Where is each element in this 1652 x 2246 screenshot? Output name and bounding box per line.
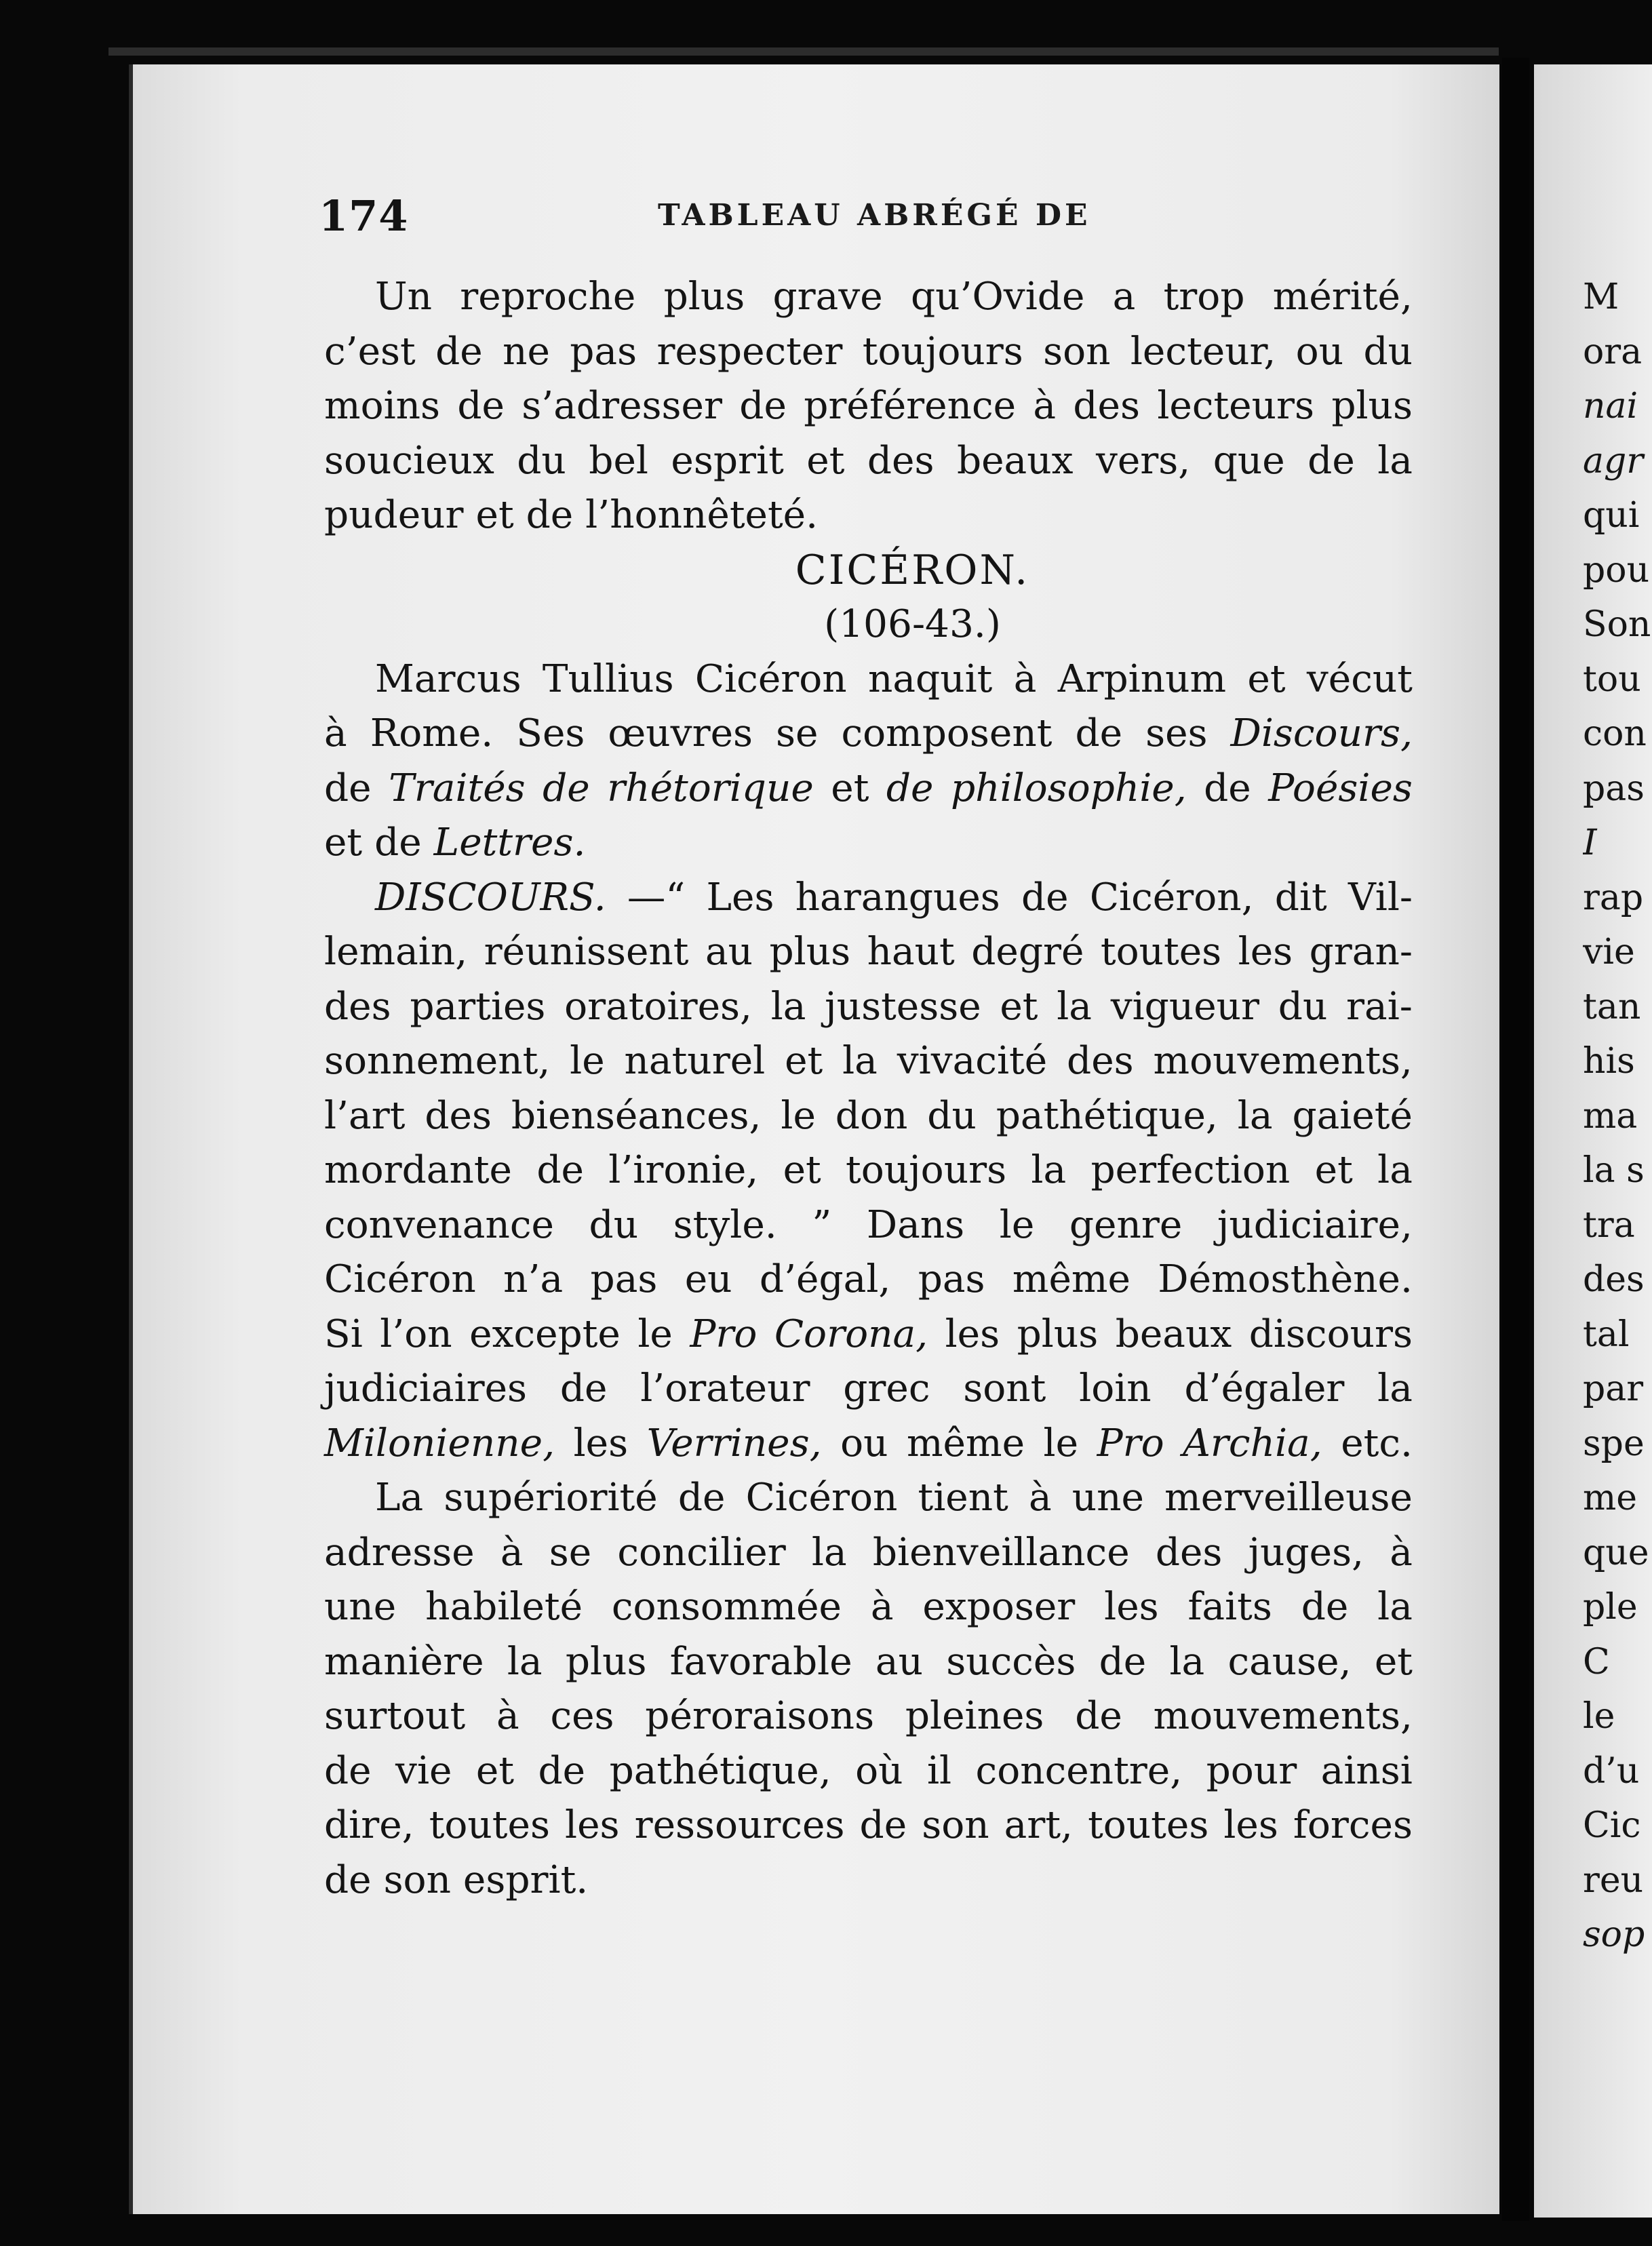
facing-page-fragment: agr bbox=[1583, 440, 1644, 481]
page-edge bbox=[109, 47, 1499, 56]
text-word: les bbox=[1238, 930, 1293, 974]
text-word: à bbox=[1028, 1476, 1052, 1520]
text-word: forces bbox=[1293, 1803, 1413, 1847]
text-word: moins bbox=[324, 384, 441, 428]
text-word: vécut bbox=[1306, 656, 1413, 701]
text-word: trop bbox=[1163, 275, 1245, 319]
text-line bbox=[324, 1853, 1413, 1908]
text-word: naquit bbox=[867, 656, 993, 701]
text-line bbox=[324, 488, 1413, 543]
text-word: respecter bbox=[656, 329, 843, 374]
text-word: lecteur, bbox=[1130, 329, 1276, 374]
text-word: à bbox=[1033, 384, 1057, 428]
facing-page-fragment: le bbox=[1583, 1696, 1615, 1737]
facing-page-fragment: Son bbox=[1583, 604, 1651, 645]
text-word: perfection bbox=[1090, 1148, 1291, 1192]
text-word: du bbox=[1363, 329, 1413, 374]
text-line bbox=[324, 1689, 1413, 1744]
text-word: surtout bbox=[324, 1694, 466, 1738]
text-word: s’adresser bbox=[522, 384, 722, 428]
text-word: de bbox=[1301, 1585, 1349, 1629]
text-word: le bbox=[999, 1202, 1035, 1247]
facing-page-fragment: tou bbox=[1583, 658, 1641, 700]
text-word: du bbox=[589, 1202, 639, 1247]
text-word: bienveillance bbox=[872, 1530, 1130, 1575]
text-line bbox=[324, 1417, 1413, 1472]
facing-page-fragment: pou bbox=[1583, 549, 1650, 591]
text-word: la bbox=[1377, 438, 1413, 483]
text-word: de bbox=[1307, 438, 1355, 483]
text-word: gaieté bbox=[1292, 1093, 1413, 1138]
text-word: favorable bbox=[669, 1639, 852, 1684]
text-word: philosophie, bbox=[950, 766, 1187, 810]
text-word: Pro bbox=[690, 1312, 758, 1356]
text-word: rai- bbox=[1346, 984, 1413, 1029]
text-line bbox=[324, 434, 1413, 489]
text-word: Cicéron bbox=[694, 656, 847, 701]
text-word: se bbox=[549, 1530, 592, 1575]
text-word: judiciaire, bbox=[1217, 1202, 1413, 1247]
text-word: faits bbox=[1187, 1585, 1272, 1629]
text-word: cause, bbox=[1227, 1639, 1352, 1684]
facing-page-fragment: pas bbox=[1583, 768, 1645, 809]
text-word: Arpinum bbox=[1057, 656, 1227, 701]
text-word: Pro bbox=[1097, 1421, 1164, 1465]
text-word: de bbox=[538, 1748, 586, 1793]
text-word: manière bbox=[324, 1639, 484, 1684]
text-word: la bbox=[1377, 1148, 1413, 1192]
text-line bbox=[324, 1034, 1413, 1089]
facing-page-fragment: vie bbox=[1583, 932, 1635, 972]
text-word: la bbox=[507, 1639, 543, 1684]
text-word: Si bbox=[324, 1312, 363, 1356]
text-word: et bbox=[785, 1039, 823, 1083]
text-word: des bbox=[425, 1093, 492, 1138]
text-word: où bbox=[855, 1748, 903, 1793]
text-word: de bbox=[739, 384, 787, 428]
text-word: les bbox=[945, 1312, 1000, 1356]
text-word: juges, bbox=[1248, 1530, 1364, 1575]
text-word: et bbox=[1247, 656, 1286, 701]
facing-page-fragment: spe bbox=[1583, 1423, 1645, 1464]
text-word: du bbox=[517, 438, 566, 483]
facing-page-fragment: tal bbox=[1583, 1314, 1630, 1355]
text-word: plus bbox=[769, 930, 851, 974]
text-word: de bbox=[1075, 711, 1123, 755]
text-word: Cicéron bbox=[745, 1476, 898, 1520]
text-word: adresse bbox=[324, 1530, 475, 1575]
facing-page-fragment: des bbox=[1583, 1259, 1645, 1300]
text-word: ses bbox=[1145, 711, 1208, 755]
text-segment: pudeur et de l’honnêteté. bbox=[324, 493, 819, 537]
text-word: lemain, bbox=[324, 930, 468, 974]
text-line bbox=[324, 1253, 1413, 1307]
text-word: toutes bbox=[429, 1803, 550, 1847]
text-word: loin bbox=[1079, 1366, 1152, 1411]
text-word: œuvres bbox=[608, 711, 753, 755]
text-word: pleines bbox=[905, 1694, 1044, 1738]
text-word: consommée bbox=[611, 1585, 842, 1629]
text-line bbox=[324, 1307, 1413, 1362]
text-word: de bbox=[324, 1748, 372, 1793]
text-word: rhétorique bbox=[607, 766, 814, 810]
text-word: Poésies bbox=[1268, 766, 1413, 810]
text-word: réunissent bbox=[484, 930, 689, 974]
text-word: la bbox=[1169, 1639, 1205, 1684]
text-word: grave bbox=[772, 275, 883, 319]
text-word: beaux bbox=[956, 438, 1074, 483]
text-word: pas bbox=[590, 1257, 658, 1301]
text-word: Tullius bbox=[542, 656, 674, 701]
text-segment: de son esprit. bbox=[324, 1857, 589, 1902]
text-word: la bbox=[842, 1039, 878, 1083]
text-word: Cicéron, bbox=[1089, 875, 1254, 920]
text-word: habileté bbox=[425, 1585, 583, 1629]
text-word: à bbox=[1013, 656, 1037, 701]
text-word: d’égal, bbox=[759, 1257, 891, 1301]
text-word: la bbox=[1377, 1366, 1413, 1411]
text-word: ou bbox=[1295, 329, 1344, 374]
text-word: sont bbox=[963, 1366, 1046, 1411]
facing-page-fragment: par bbox=[1583, 1368, 1644, 1409]
text-word: Dans bbox=[866, 1202, 965, 1247]
text-word: reproche bbox=[460, 275, 636, 319]
text-word: harangues bbox=[795, 875, 1000, 920]
facing-page-fragment: tan bbox=[1583, 986, 1641, 1027]
text-word: son bbox=[1043, 329, 1111, 374]
text-word: toutes bbox=[1088, 1803, 1209, 1847]
text-line bbox=[324, 816, 1413, 871]
text-word: son bbox=[922, 1803, 989, 1847]
text-word: succès bbox=[946, 1639, 1076, 1684]
text-word: du bbox=[927, 1093, 977, 1138]
text-word: de bbox=[886, 766, 934, 810]
text-word: il bbox=[926, 1748, 952, 1793]
facing-page-text-fragments bbox=[1583, 270, 1652, 1963]
text-word: la bbox=[1237, 1093, 1273, 1138]
text-word: pathétique, bbox=[996, 1093, 1218, 1138]
text-word: Verrines, bbox=[646, 1421, 822, 1465]
text-word: mérité, bbox=[1272, 275, 1413, 319]
facing-page-fragment: nai bbox=[1583, 386, 1638, 427]
text-word: plus bbox=[663, 275, 745, 319]
text-word: justesse bbox=[825, 984, 981, 1029]
text-word: au bbox=[875, 1639, 923, 1684]
text-word: pas bbox=[570, 329, 637, 374]
facing-page-fragment: Cic bbox=[1583, 1805, 1641, 1846]
facing-page-fragment: ple bbox=[1583, 1587, 1638, 1628]
text-word: de bbox=[324, 766, 372, 810]
text-word: vigueur bbox=[1110, 984, 1260, 1029]
text-word: l’ironie, bbox=[608, 1148, 759, 1192]
text-word: à bbox=[324, 711, 347, 755]
book-gutter bbox=[1502, 58, 1529, 2221]
facing-page-fragment: reu bbox=[1583, 1859, 1644, 1901]
text-word: toujours bbox=[846, 1148, 1007, 1192]
text-word: les bbox=[1104, 1585, 1159, 1629]
facing-page-fragment: sop bbox=[1583, 1914, 1645, 1955]
text-word: Corona, bbox=[774, 1312, 928, 1356]
text-word: de bbox=[435, 329, 483, 374]
text-word: dit bbox=[1274, 875, 1327, 920]
facing-page-fragment: rap bbox=[1583, 877, 1644, 918]
text-word: n’a bbox=[503, 1257, 564, 1301]
text-word: et bbox=[1374, 1639, 1413, 1684]
text-word: une bbox=[1071, 1476, 1144, 1520]
text-word: péroraisons bbox=[645, 1694, 875, 1738]
facing-page-fragment: d’u bbox=[1583, 1750, 1640, 1792]
text-word: préférence bbox=[804, 384, 1017, 428]
text-word: de bbox=[536, 1148, 584, 1192]
text-word: soucieux bbox=[324, 438, 494, 483]
facing-page-fragment: I bbox=[1583, 823, 1597, 863]
text-word: qu’Ovide bbox=[910, 275, 1085, 319]
text-line bbox=[324, 325, 1413, 380]
text-word: le bbox=[781, 1093, 816, 1138]
text-word: merveilleuse bbox=[1164, 1476, 1413, 1520]
text-word: Ses bbox=[516, 711, 585, 755]
text-word: de bbox=[1021, 875, 1069, 920]
facing-page-fragment: la s bbox=[1583, 1150, 1645, 1191]
text-word: bienséances, bbox=[511, 1093, 762, 1138]
text-word: de bbox=[559, 1366, 608, 1411]
facing-page-fragment: his bbox=[1583, 1041, 1635, 1082]
text-word: ou bbox=[840, 1421, 888, 1465]
text-word: de bbox=[1099, 1639, 1147, 1684]
text-word: grec bbox=[843, 1366, 930, 1411]
text-word: de bbox=[1075, 1694, 1122, 1738]
text-word: Milonienne, bbox=[324, 1421, 555, 1465]
text-line bbox=[324, 1143, 1413, 1198]
text-line bbox=[324, 1089, 1413, 1144]
text-word: à bbox=[1390, 1530, 1413, 1575]
text-line bbox=[324, 1362, 1413, 1417]
text-word: et bbox=[475, 1748, 515, 1793]
text-word: l’art bbox=[324, 1093, 406, 1138]
text-word: l’orateur bbox=[640, 1366, 810, 1411]
text-word: des bbox=[1073, 384, 1140, 428]
text-word: à bbox=[496, 1694, 519, 1738]
text-word: les bbox=[565, 1803, 620, 1847]
text-word: tient bbox=[918, 1476, 1008, 1520]
text-word: ces bbox=[550, 1694, 614, 1738]
running-title: TABLEAU ABRÉGÉ DE bbox=[658, 198, 1091, 233]
facing-page-fragment: C bbox=[1583, 1641, 1610, 1682]
text-word: vivacité bbox=[897, 1039, 1048, 1083]
text-word: des bbox=[1067, 1039, 1134, 1083]
text-word: Traités bbox=[389, 766, 526, 810]
text-word: toujours bbox=[862, 329, 1023, 374]
text-word: toutes bbox=[1100, 930, 1222, 974]
text-word: de bbox=[543, 766, 590, 810]
text-word: la bbox=[1057, 984, 1092, 1029]
text-word: mouvements, bbox=[1153, 1039, 1413, 1083]
text-word: du bbox=[1278, 984, 1328, 1029]
text-word: concilier bbox=[617, 1530, 786, 1575]
text-word: de bbox=[859, 1803, 907, 1847]
text-word: les bbox=[573, 1421, 629, 1465]
text-word: convenance bbox=[324, 1202, 554, 1247]
text-word: d’égaler bbox=[1184, 1366, 1345, 1411]
text-word: vers, bbox=[1095, 438, 1191, 483]
text-line bbox=[324, 1798, 1413, 1853]
text-line bbox=[324, 925, 1413, 980]
text-word: don bbox=[835, 1093, 908, 1138]
text-word: Cicéron bbox=[324, 1257, 476, 1301]
text-word: et bbox=[783, 1148, 821, 1192]
text-word: la bbox=[1377, 1585, 1413, 1629]
text-word: lecteurs bbox=[1157, 384, 1314, 428]
text-word: pas bbox=[918, 1257, 985, 1301]
text-line bbox=[324, 1526, 1413, 1581]
text-line bbox=[324, 762, 1413, 816]
text-word: Vil- bbox=[1348, 875, 1413, 920]
text-word: oratoires, bbox=[564, 984, 752, 1029]
text-line bbox=[324, 597, 1413, 652]
text-line bbox=[324, 652, 1413, 707]
text-word: gran- bbox=[1309, 930, 1413, 974]
text-word: haut bbox=[867, 930, 955, 974]
text-line bbox=[324, 1580, 1413, 1635]
text-word: exposer bbox=[922, 1585, 1076, 1629]
text-line bbox=[324, 871, 1413, 926]
text-word: style. bbox=[673, 1202, 777, 1247]
text-word: des bbox=[324, 984, 391, 1029]
text-segment: Lettres. bbox=[433, 821, 586, 865]
text-word: l’on bbox=[380, 1312, 452, 1356]
text-word: et bbox=[1314, 1148, 1353, 1192]
text-word: Les bbox=[706, 875, 774, 920]
text-word: Un bbox=[375, 275, 433, 319]
text-word: degré bbox=[971, 930, 1084, 974]
text-word: mordante bbox=[324, 1148, 512, 1192]
text-word: des bbox=[867, 438, 935, 483]
text-word: que bbox=[1213, 438, 1285, 483]
text-word: le bbox=[1043, 1421, 1079, 1465]
text-word: pathétique, bbox=[609, 1748, 831, 1793]
text-word: concentre, bbox=[975, 1748, 1183, 1793]
text-word: même bbox=[906, 1421, 1025, 1465]
text-word: mouvements, bbox=[1153, 1694, 1413, 1738]
text-word: dire, bbox=[324, 1803, 414, 1847]
text-line bbox=[324, 379, 1413, 434]
text-word: la bbox=[1031, 1148, 1067, 1192]
text-word: ” bbox=[812, 1202, 832, 1247]
page-body-text bbox=[324, 270, 1413, 1908]
text-segment: CICÉRON. bbox=[795, 546, 1030, 594]
text-word: et bbox=[831, 766, 869, 810]
text-segment: (106-43.) bbox=[824, 602, 1001, 646]
text-word: genre bbox=[1069, 1202, 1183, 1247]
text-segment: et de bbox=[324, 821, 434, 865]
text-word: DISCOURS. bbox=[375, 875, 606, 920]
text-word: ainsi bbox=[1320, 1748, 1413, 1793]
text-word: Marcus bbox=[375, 656, 522, 701]
text-word: vie bbox=[395, 1748, 452, 1793]
text-line bbox=[324, 543, 1413, 598]
facing-page-fragment: tra bbox=[1583, 1204, 1635, 1246]
facing-page-fragment: con bbox=[1583, 713, 1647, 754]
text-word: discours bbox=[1248, 1312, 1413, 1356]
text-word: supériorité bbox=[444, 1476, 658, 1520]
text-word: bel bbox=[589, 438, 648, 483]
text-word: etc. bbox=[1341, 1421, 1413, 1465]
text-word: plus bbox=[1017, 1312, 1099, 1356]
facing-page-fragment: ma bbox=[1583, 1095, 1638, 1137]
page-number: 174 bbox=[319, 191, 409, 241]
text-word: même bbox=[1012, 1257, 1130, 1301]
text-word: art, bbox=[1004, 1803, 1074, 1847]
text-line bbox=[324, 1744, 1413, 1799]
text-word: composent bbox=[841, 711, 1053, 755]
text-word: de bbox=[1204, 766, 1251, 810]
text-word: Archia, bbox=[1183, 1421, 1322, 1465]
text-word: eu bbox=[684, 1257, 732, 1301]
text-word: Discours, bbox=[1230, 711, 1413, 755]
text-line bbox=[324, 1635, 1413, 1690]
text-word: de bbox=[677, 1476, 726, 1520]
text-word: c’est bbox=[324, 329, 416, 374]
text-word: la bbox=[811, 1530, 847, 1575]
facing-page-fragment: me bbox=[1583, 1478, 1638, 1518]
text-word: ne bbox=[503, 329, 550, 374]
text-word: une bbox=[324, 1585, 397, 1629]
text-word: à bbox=[870, 1585, 894, 1629]
text-word: se bbox=[776, 711, 819, 755]
text-word: beaux bbox=[1115, 1312, 1232, 1356]
text-word: plus bbox=[565, 1639, 647, 1684]
text-word: des bbox=[1155, 1530, 1223, 1575]
text-word: esprit bbox=[671, 438, 784, 483]
text-word: judiciaires bbox=[324, 1366, 528, 1411]
text-word: à bbox=[500, 1530, 524, 1575]
text-word: Démosthène. bbox=[1158, 1257, 1413, 1301]
text-word: le bbox=[637, 1312, 673, 1356]
text-word: excepte bbox=[469, 1312, 621, 1356]
text-word: les bbox=[1223, 1803, 1278, 1847]
text-word: de bbox=[457, 384, 505, 428]
text-word: plus bbox=[1331, 384, 1413, 428]
text-word: le bbox=[570, 1039, 605, 1083]
text-word: et bbox=[1000, 984, 1038, 1029]
text-line bbox=[324, 707, 1413, 762]
text-word: ressources bbox=[634, 1803, 845, 1847]
text-word: et bbox=[806, 438, 845, 483]
text-word: au bbox=[705, 930, 753, 974]
facing-page-fragment: que bbox=[1583, 1532, 1649, 1573]
running-head bbox=[319, 191, 1390, 245]
facing-page-fragment: ora bbox=[1583, 331, 1643, 372]
facing-page-fragment: M bbox=[1583, 277, 1619, 317]
text-word: sonnement, bbox=[324, 1039, 551, 1083]
text-word: la bbox=[770, 984, 806, 1029]
text-line bbox=[324, 1198, 1413, 1253]
text-line bbox=[324, 270, 1413, 325]
text-word: Rome. bbox=[370, 711, 494, 755]
text-word: a bbox=[1112, 275, 1136, 319]
text-word: pour bbox=[1206, 1748, 1297, 1793]
text-line bbox=[324, 980, 1413, 1035]
text-word: La bbox=[375, 1476, 424, 1520]
facing-page-fragment: qui bbox=[1583, 495, 1640, 536]
text-word: naturel bbox=[624, 1039, 766, 1083]
text-word: parties bbox=[410, 984, 546, 1029]
text-line bbox=[324, 1471, 1413, 1526]
text-word: —“ bbox=[627, 875, 686, 920]
